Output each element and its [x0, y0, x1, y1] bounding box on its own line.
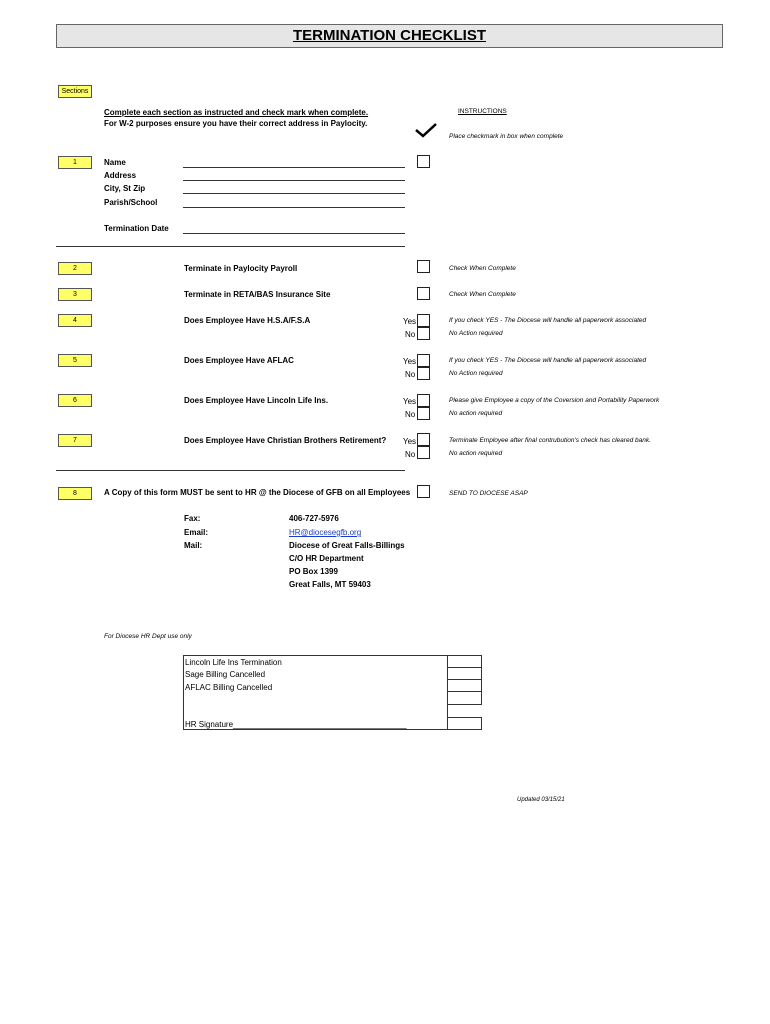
- item-7-no-checkbox[interactable]: [417, 446, 430, 459]
- section-number-1: 1: [58, 156, 92, 169]
- hr-box-line-3: AFLAC Billing Cancelled: [185, 683, 273, 692]
- item-6-note-no: No action required: [449, 410, 503, 417]
- section-number-5: 5: [58, 354, 92, 367]
- section-number-4: 4: [58, 314, 92, 327]
- item-7-yes-checkbox[interactable]: [417, 433, 430, 446]
- item-5-label: Does Employee Have AFLAC: [184, 356, 294, 365]
- section-8-checkbox[interactable]: [417, 485, 430, 498]
- fax-value: 406-727-5976: [289, 514, 339, 523]
- city-label: City, St Zip: [104, 184, 146, 193]
- section-number-8: 8: [58, 487, 92, 500]
- sections-label: Sections: [58, 85, 92, 98]
- address-label: Address: [104, 171, 137, 180]
- item-2-checkbox[interactable]: [417, 260, 430, 273]
- section-number-7: 7: [58, 434, 92, 447]
- item-3-checkbox[interactable]: [417, 287, 430, 300]
- section-number-3: 3: [58, 288, 92, 301]
- item-4-note-yes: If you check YES - The Diocese will handle all paperwork associated: [449, 317, 647, 324]
- item-4-no-label: No: [405, 330, 416, 339]
- intro-line-1: Complete each section as instructed and check mark when complete.: [104, 108, 369, 117]
- item-7-yes-label: Yes: [403, 437, 417, 446]
- hr-signature-box[interactable]: [447, 717, 482, 730]
- mail-line-1: Diocese of Great Falls-Billings: [289, 541, 405, 550]
- name-label: Name: [104, 158, 126, 167]
- section-number-2: 2: [58, 262, 92, 275]
- hr-checkbox-4[interactable]: [447, 691, 482, 705]
- item-6-yes-label: Yes: [403, 397, 417, 406]
- email-label: Email:: [184, 528, 209, 537]
- checkmark-icon: [414, 122, 438, 138]
- instructions-sub: Place checkmark in box when complete: [449, 133, 564, 140]
- termination-date-field[interactable]: [183, 233, 405, 234]
- item-5-no-checkbox[interactable]: [417, 367, 430, 380]
- section-8-label: A Copy of this form MUST be sent to HR @ the Diocese of GFB on all Employees: [104, 488, 411, 497]
- item-7-label: Does Employee Have Christian Brothers Retirement?: [184, 436, 387, 445]
- item-6-no-checkbox[interactable]: [417, 407, 430, 420]
- item-3-label: Terminate in RETA/BAS Insurance Site: [184, 290, 331, 299]
- name-field[interactable]: [183, 167, 405, 168]
- item-7-note-no: No action required: [449, 450, 503, 457]
- intro-line-2: For W-2 purposes ensure you have their correct address in Paylocity.: [104, 119, 368, 128]
- item-5-yes-checkbox[interactable]: [417, 354, 430, 367]
- parish-label: Parish/School: [104, 198, 158, 207]
- item-6-no-label: No: [405, 410, 416, 419]
- item-2-label: Terminate in Paylocity Payroll: [184, 264, 298, 273]
- mail-line-4: Great Falls, MT 59403: [289, 580, 371, 589]
- item-4-yes-checkbox[interactable]: [417, 314, 430, 327]
- item-6-label: Does Employee Have Lincoln Life Ins.: [184, 396, 329, 405]
- address-field[interactable]: [183, 180, 405, 181]
- item-4-yes-label: Yes: [403, 317, 417, 326]
- instructions-header: INSTRUCTIONS: [458, 108, 507, 115]
- item-4-label: Does Employee Have H.S.A/F.S.A: [184, 316, 311, 325]
- city-field[interactable]: [183, 193, 405, 194]
- hr-only-note: For Diocese HR Dept use only: [104, 633, 192, 640]
- mail-label: Mail:: [184, 541, 203, 550]
- mail-line-2: C/O HR Department: [289, 554, 364, 563]
- page-title: TERMINATION CHECKLIST: [56, 24, 723, 48]
- email-link[interactable]: HR@diocesegfb.org: [289, 528, 362, 537]
- divider: [56, 470, 405, 471]
- item-4-note-no: No Action required: [449, 330, 503, 337]
- item-4-no-checkbox[interactable]: [417, 327, 430, 340]
- section-number-6: 6: [58, 394, 92, 407]
- item-7-note-yes: Terminate Employee after final contrubution's check has cleared bank.: [449, 437, 651, 444]
- item-6-yes-checkbox[interactable]: [417, 394, 430, 407]
- divider: [56, 246, 405, 247]
- item-5-yes-label: Yes: [403, 357, 417, 366]
- item-3-note: Check When Complete: [449, 291, 516, 298]
- fax-label: Fax:: [184, 514, 201, 523]
- hr-box-line-1: Lincoln Life Ins Termination: [185, 658, 282, 667]
- mail-line-3: PO Box 1399: [289, 567, 338, 576]
- item-5-note-no: No Action required: [449, 370, 503, 377]
- section-8-note: SEND TO DIOCESE ASAP: [449, 490, 528, 497]
- item-5-note-yes: If you check YES - The Diocese will handle all paperwork associated: [449, 357, 647, 364]
- item-2-note: Check When Complete: [449, 265, 516, 272]
- hr-signature: HR Signature_______________________________________: [185, 720, 407, 729]
- updated-date: Updated 03/15/21: [517, 797, 565, 803]
- parish-field[interactable]: [183, 207, 405, 208]
- section-1-checkbox[interactable]: [417, 155, 430, 168]
- item-5-no-label: No: [405, 370, 416, 379]
- hr-box-line-2: Sage Billing Cancelled: [185, 670, 266, 679]
- item-6-note-yes: Please give Employee a copy of the Coversion and Portability Paperwork: [449, 397, 660, 404]
- termination-date-label: Termination Date: [104, 224, 169, 233]
- item-7-no-label: No: [405, 450, 416, 459]
